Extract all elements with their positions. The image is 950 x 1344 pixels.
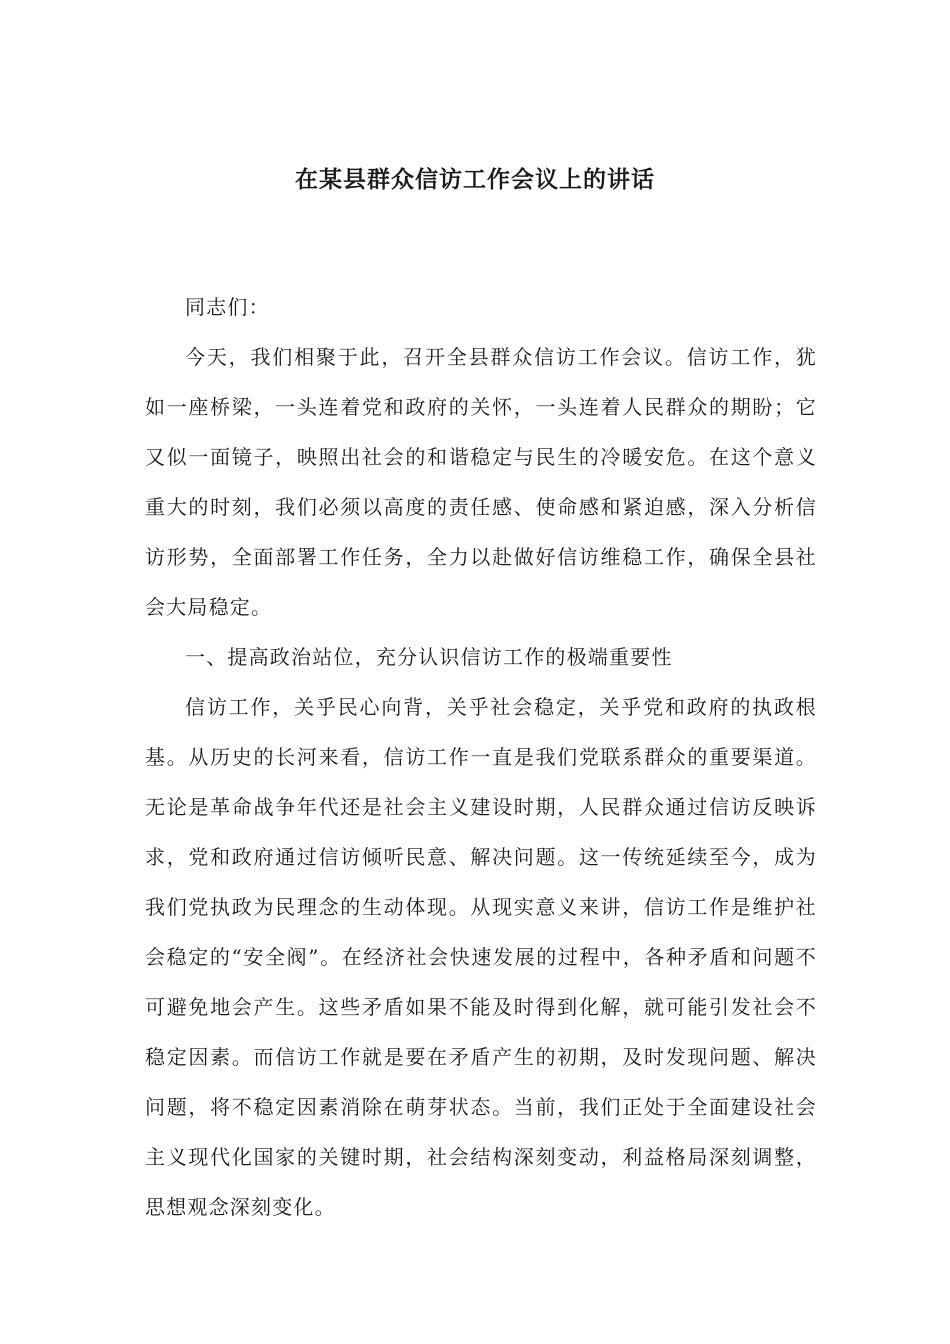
salutation-paragraph: 同志们： [185, 295, 270, 319]
opening-paragraph: 今天，我们相聚于此，召开全县群众信访工作会议。信访工作，犹如一座桥梁，一头连着党和政府的关怀，一头连着人民群众的期盼；它又似一面镜子，映照出社会的和谐稳定与民生的冷暖安危。在这个意义重大的时刻，我们必须以高度的责任感、使命感和紧迫感，深入分析信访形势，全面部署工作任务，全力以赴做好信访维稳工作，确保全县社会大局稳定。 [145, 345, 817, 619]
section-1-paragraph: 信访工作，关乎民心向背，关乎社会稳定，关乎党和政府的执政根基。从历史的长河来看，信访工作一直是我们党联系群众的重要渠道。无论是革命战争年代还是社会主义建设时期，人民群众通过信访反映诉求，党和政府通过信访倾听民意、解决问题。这一传统延续至今，成为我们党执政为民理念的生动体现。从现实意义来讲，信访工作是维护社会稳定的“安全阀”。在经济社会快速发展的过程中，各种矛盾和问题不可避免地会产生。这些矛盾如果不能及时得到化解，就可能引发社会不稳定因素。而信访工作就是要在矛盾产生的初期，及时发现问题、解决问题，将不稳定因素消除在萌芽状态。当前，我们正处于全面建设社会主义现代化国家的关键时期，社会结构深刻变动，利益格局深刻调整，思想观念深刻变化。 [145, 695, 817, 1219]
section-heading-1: 一、提高政治站位，充分认识信访工作的极端重要性 [185, 645, 673, 669]
document-body [145, 282, 817, 1232]
document-title: 在某县群众信访工作会议上的讲话 [295, 166, 655, 193]
